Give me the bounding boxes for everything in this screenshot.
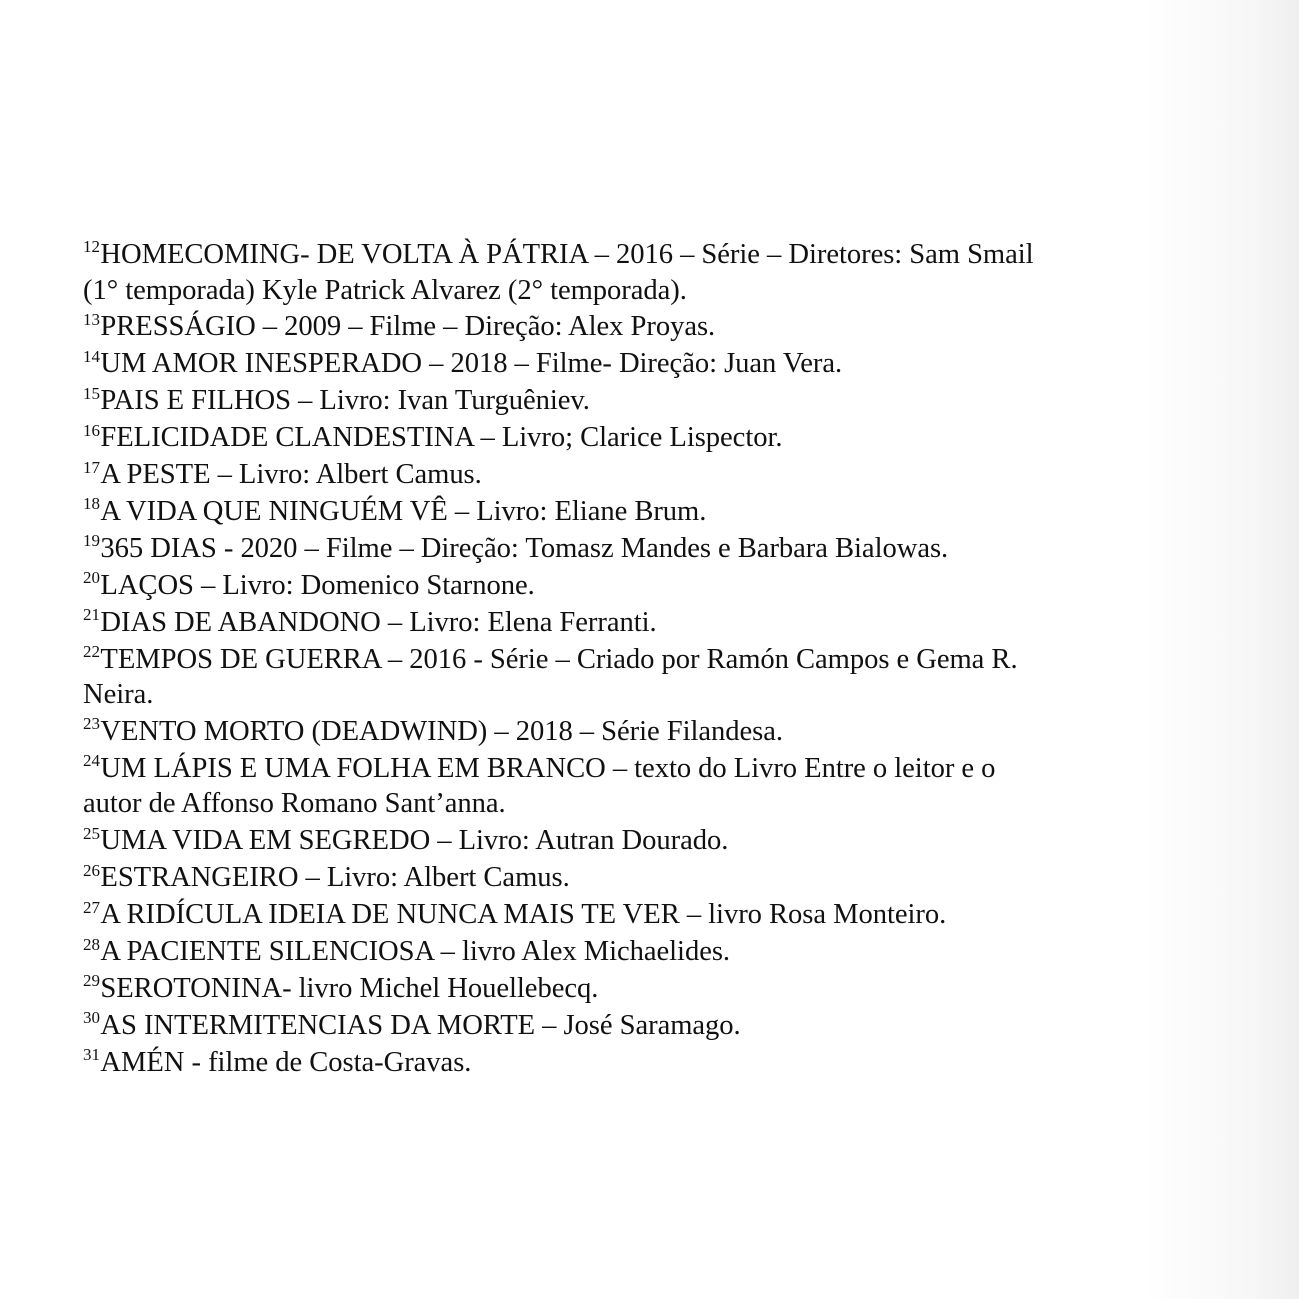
footnote-text: UM AMOR INESPERADO – 2018 – Filme- Direção: Juan Vera.	[100, 348, 843, 380]
footnote-text: TEMPOS DE GUERRA – 2016 - Série – Criado por Ramón Campos e Gema R. Neira.	[83, 643, 1018, 711]
footnote-number: 22	[83, 641, 100, 661]
footnote-text: ESTRANGEIRO – Livro: Albert Camus.	[100, 862, 570, 894]
footnote-number: 19	[83, 531, 100, 551]
footnote-text: LAÇOS – Livro: Domenico Starnone.	[100, 569, 535, 601]
footnote-29	[83, 971, 1048, 1007]
footnote-number: 24	[83, 751, 100, 771]
footnote-14	[83, 346, 1048, 382]
footnote-number: 25	[83, 823, 100, 843]
footnote-25	[83, 823, 1048, 859]
footnote-22	[83, 642, 1048, 713]
footnote-number: 17	[83, 457, 100, 477]
footnote-number: 30	[83, 1008, 100, 1028]
footnote-text: A RIDÍCULA IDEIA DE NUNCA MAIS TE VER – livro Rosa Monteiro.	[100, 899, 947, 931]
footnote-number: 13	[83, 309, 100, 329]
footnote-28	[83, 934, 1048, 970]
footnote-text: UM LÁPIS E UMA FOLHA EM BRANCO – texto do Livro Entre o leitor e o autor de Affonso Romano Sant’anna.	[83, 752, 996, 820]
footnote-number: 18	[83, 494, 100, 514]
footnote-12	[83, 237, 1048, 308]
footnote-16	[83, 420, 1048, 456]
footnote-20	[83, 568, 1048, 604]
footnote-27	[83, 897, 1048, 933]
footnote-number: 27	[83, 897, 100, 917]
footnote-number: 21	[83, 605, 100, 625]
footnote-text: AS INTERMITENCIAS DA MORTE – José Saramago.	[100, 1009, 741, 1041]
footnote-17	[83, 457, 1048, 493]
footnote-text: A PESTE – Livro: Albert Camus.	[100, 459, 482, 491]
footnote-number: 14	[83, 346, 100, 366]
footnote-21	[83, 605, 1048, 641]
footnote-list	[83, 237, 1048, 1082]
footnote-26	[83, 860, 1048, 896]
footnote-18	[83, 494, 1048, 530]
footnote-number: 31	[83, 1045, 100, 1065]
footnote-number: 28	[83, 934, 100, 954]
footnote-number: 12	[83, 237, 100, 257]
footnote-31	[83, 1045, 1048, 1081]
footnote-text: AMÉN - filme de Costa-Gravas.	[100, 1046, 472, 1078]
footnote-24	[83, 751, 1048, 822]
footnote-23	[83, 714, 1048, 750]
footnote-30	[83, 1008, 1048, 1044]
footnote-text: A PACIENTE SILENCIOSA – livro Alex Michaelides.	[100, 936, 731, 968]
footnote-19	[83, 531, 1048, 567]
footnote-text: DIAS DE ABANDONO – Livro: Elena Ferranti.	[100, 606, 657, 638]
footnote-number: 26	[83, 860, 100, 880]
footnote-text: FELICIDADE CLANDESTINA – Livro; Clarice Lispector.	[100, 422, 783, 454]
footnote-number: 29	[83, 971, 100, 991]
footnote-text: VENTO MORTO (DEADWIND) – 2018 – Série Filandesa.	[100, 715, 783, 747]
footnote-text: PRESSÁGIO – 2009 – Filme – Direção: Alex Proyas.	[100, 311, 716, 343]
footnote-number: 20	[83, 568, 100, 588]
footnote-15	[83, 383, 1048, 419]
footnote-text: HOMECOMING- DE VOLTA À PÁTRIA – 2016 – Série – Diretores: Sam Smail (1° temporada) Kyle Patrick Alvarez (2° temporada).	[83, 239, 1034, 306]
footnote-text: PAIS E FILHOS – Livro: Ivan Turguêniev.	[100, 385, 590, 417]
footnote-text: A VIDA QUE NINGUÉM VÊ – Livro: Eliane Brum.	[100, 495, 707, 527]
footnote-number: 15	[83, 383, 100, 403]
footnote-text: UMA VIDA EM SEGREDO – Livro: Autran Dourado.	[100, 825, 729, 857]
footnote-text: 365 DIAS - 2020 – Filme – Direção: Tomasz Mandes e Barbara Bialowas.	[100, 532, 949, 564]
footnote-13	[83, 309, 1048, 345]
footnote-text: SEROTONINA- livro Michel Houellebecq.	[100, 972, 599, 1004]
footnote-number: 23	[83, 714, 100, 734]
footnote-number: 16	[83, 420, 100, 440]
